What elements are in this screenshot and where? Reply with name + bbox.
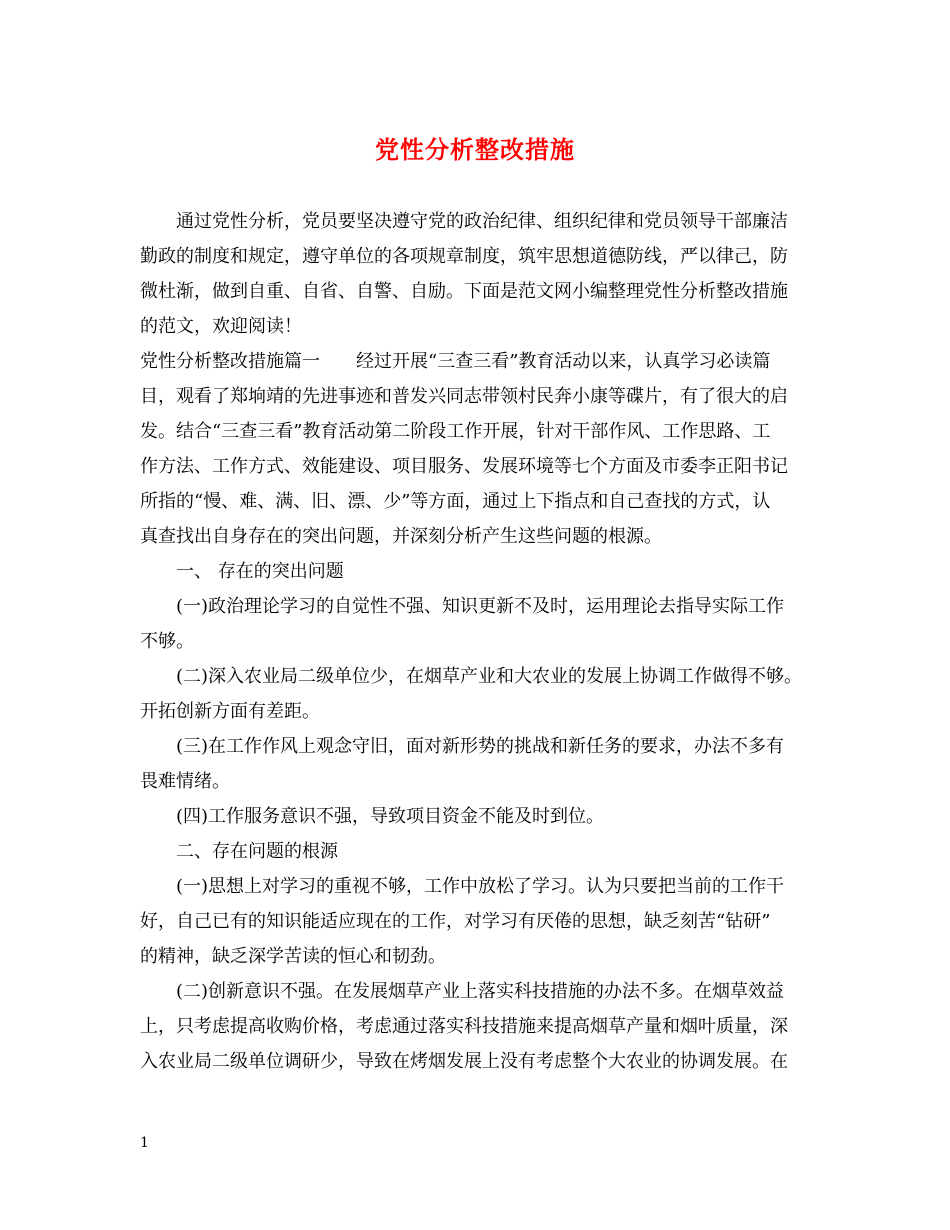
paragraph-line: (一)思想上对学习的重视不够，工作中放松了学习。认为只要把当前的工作干: [176, 876, 785, 897]
paragraph-line: 不够。: [140, 631, 194, 652]
paragraph-line: 通过党性分析，党员要坚决遵守党的政治纪律、组织纪律和党员领导干部廉洁: [176, 211, 788, 232]
paragraph-line: 微杜渐，做到自重、自省、自警、自励。下面是范文网小编整理党性分析整改措施: [140, 281, 788, 302]
paragraph-line: (二)深入农业局二级单位少，在烟草产业和大农业的发展上协调工作做得不够。: [176, 666, 803, 687]
paragraph-line: 发。结合“三查三看”教育活动第二阶段工作开展，针对干部作风、工作思路、工: [140, 421, 771, 442]
paragraph-line: (四)工作服务意识不强，导致项目资金不能及时到位。: [176, 806, 605, 827]
paragraph-line: 开拓创新方面有差距。: [140, 701, 320, 722]
section-heading-line: 党性分析整改措施篇一 经过开展“三查三看”教育活动以来，认真学习必读篇: [140, 351, 771, 372]
paragraph-line: (三)在工作作风上观念守旧，面对新形势的挑战和新任务的要求，办法不多有: [176, 736, 785, 757]
paragraph-line: 好，自己已有的知识能适应现在的工作，对学习有厌倦的思想，缺乏刻苦“钻研”: [140, 911, 771, 932]
section-heading-line: 二、存在问题的根源: [176, 841, 338, 862]
paragraph-line: 目，观看了郑垧靖的先进事迹和普发兴同志带领村民奔小康等碟片，有了很大的启: [140, 386, 788, 407]
paragraph-line: 的精神，缺乏深学苦读的恒心和韧劲。: [140, 946, 446, 967]
paragraph-line: 上，只考虑提高收购价格，考虑通过落实科技措施来提高烟草产量和烟叶质量，深: [140, 1016, 788, 1037]
paragraph-line: 入农业局二级单位调研少，导致在烤烟发展上没有考虑整个大农业的协调发展。在: [140, 1051, 788, 1072]
paragraph-line: (一)政治理论学习的自觉性不强、知识更新不及时，运用理论去指导实际工作: [176, 596, 785, 617]
document-title: 党性分析整改措施: [375, 135, 575, 164]
paragraph-line: 作方法、工作方式、效能建设、项目服务、发展环境等七个方面及市委李正阳书记: [140, 456, 788, 477]
paragraph-line: 真查找出自身存在的突出问题，并深刻分析产生这些问题的根源。: [140, 526, 662, 547]
page-number: 1: [140, 1135, 149, 1151]
section-heading-line: 一、 存在的突出问题: [176, 561, 344, 582]
paragraph-line: 的范文，欢迎阅读！: [140, 316, 302, 337]
paragraph-line: (二)创新意识不强。在发展烟草产业上落实科技措施的办法不多。在烟草效益: [176, 981, 785, 1002]
paragraph-line: 勤政的制度和规定，遵守单位的各项规章制度，筑牢思想道德防线，严以律己，防: [140, 246, 788, 267]
paragraph-line: 所指的“慢、难、满、旧、漂、少”等方面，通过上下指点和自己查找的方式，认: [140, 491, 771, 512]
paragraph-line: 畏难情绪。: [140, 771, 230, 792]
